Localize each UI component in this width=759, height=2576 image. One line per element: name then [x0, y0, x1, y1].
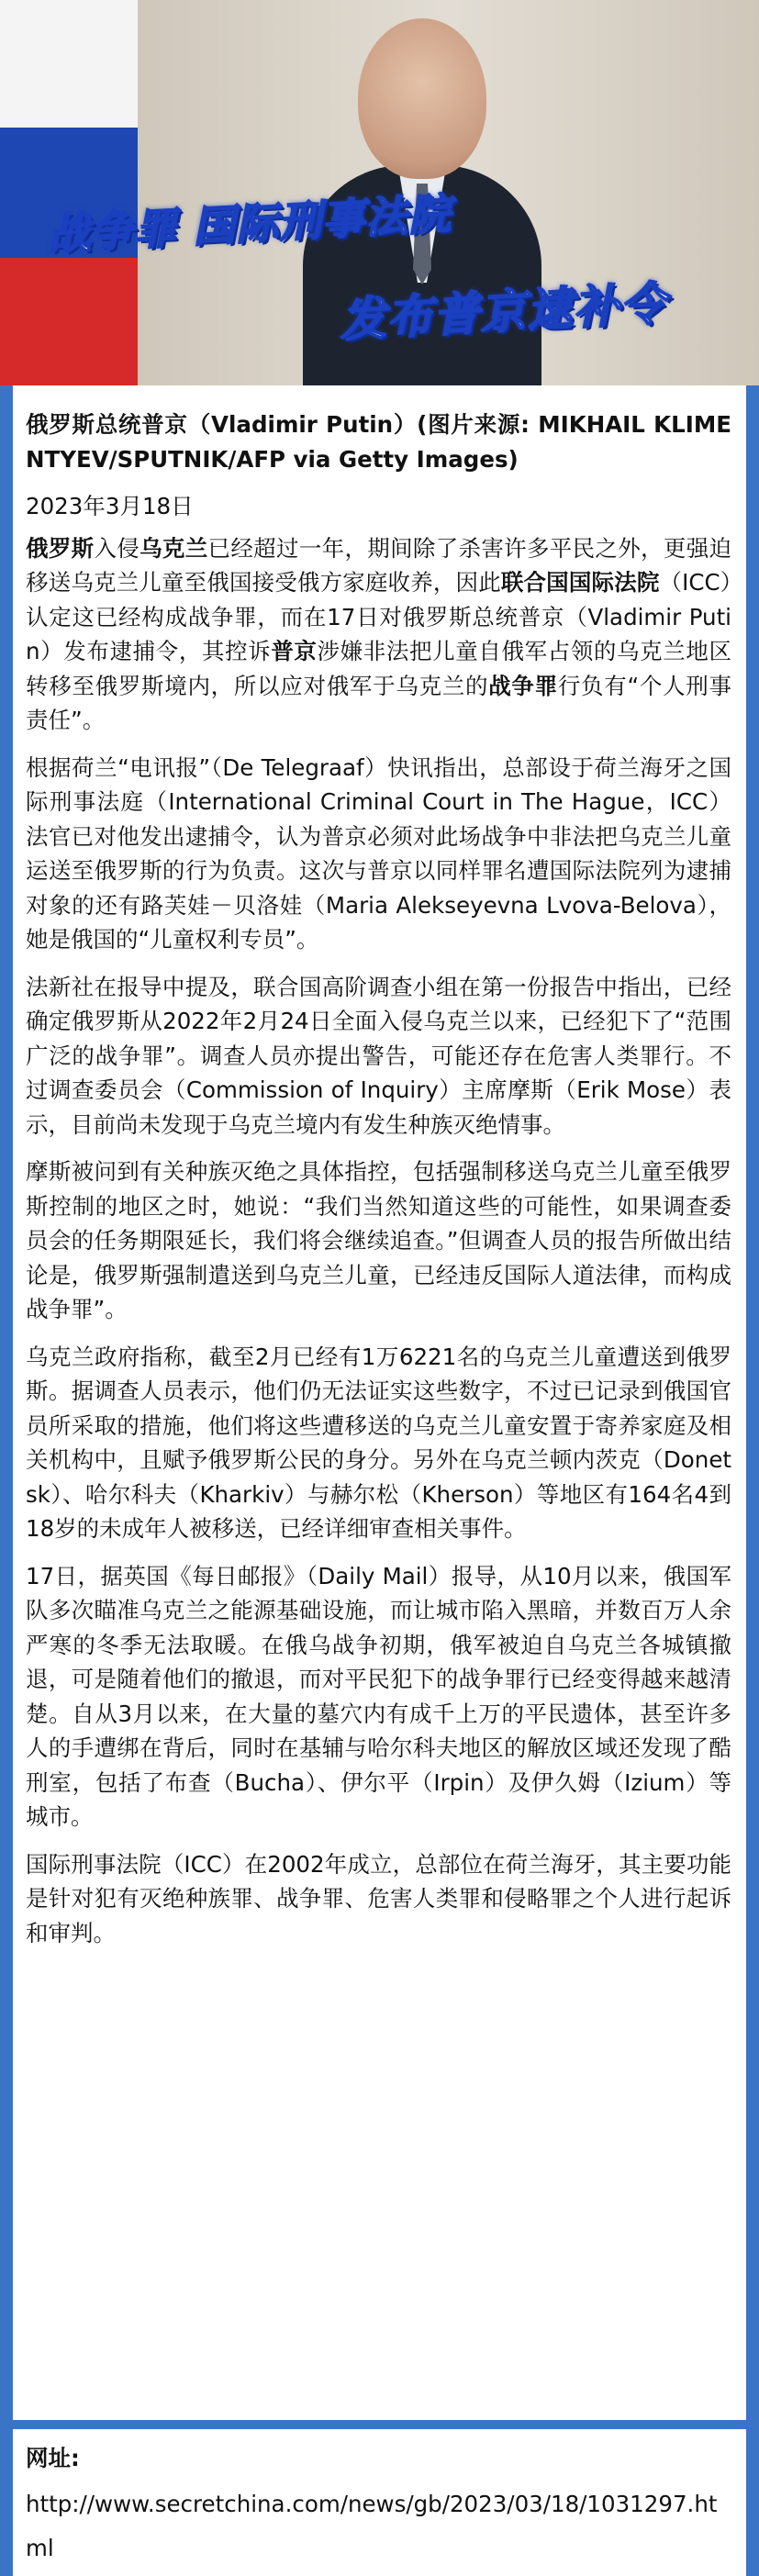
article-frame: [0, 385, 759, 2576]
paragraph-5: 乌克兰政府指称，截至2月已经有1万6221名的乌克兰儿童遭送到俄罗斯。据调查人员表示，他们仍无法证实这些数字，不过已记录到俄国官员所采取的措施，他们将这些遭移送的乌克兰儿童安置于寄养家庭及相关机构中，且赋予俄罗斯公民的身分。另外在乌克兰顿内茨克（Donetsk）、哈尔科夫（Kharkiv）与赫尔松（Kherson）等地区有164名4到18岁的未成年人被移送，已经详细审查相关事件。: [26, 1343, 731, 1542]
paragraph-6: 17日，据英国《每日邮报》（Daily Mail）报导，从10月以来，俄国军队多次瞄准乌克兰之能源基础设施，而让城市陷入黑暗，并数百万人余严寒的冬季无法取暖。在俄乌战争初期，俄军被迫自乌克兰各城镇撤退，可是随着他们的撤退，而对平民犯下的战争罪行已经变得越来越清楚。自从3月以来，在大量的墓穴内有成千上万的平民遗体，甚至许多人的手遭绑在背后，同时在基辅与哈尔科夫地区的解放区域还发现了酷刑室，包括了布查（Bucha）、伊尔平（Irpin）及伊久姆（Izium）等城市。: [26, 1562, 731, 1830]
paragraph-1: 俄罗斯入侵乌克兰已经超过一年，期间除了杀害许多平民之外，更强迫移送乌克兰儿童至俄国接受俄方家庭收养，因此联合国国际法院（ICC）认定这已经构成战争罪，而在17日对俄罗斯总统普京（Vladimir Putin）发布逮捕令，其控诉普京涉嫌非法把儿童自俄军占领的乌克兰地区转移至俄罗斯境内，所以应对俄军于乌克兰的战争罪行负有“个人刑事责任”。: [26, 534, 732, 733]
article-date: 2023年3月18日: [26, 493, 194, 519]
source-url-link[interactable]: http://www.secretchina.com/news/gb/2023/03/18/1031297.html: [26, 2491, 718, 2561]
headline-line-1: 战争罪 国际刑事法院: [47, 188, 453, 260]
keyword-russia[interactable]: 俄罗斯: [26, 534, 95, 562]
russian-flag: [0, 0, 138, 385]
keyword-putin[interactable]: 普京: [271, 638, 318, 664]
paragraph-2: 根据荷兰“电讯报”（De Telegraaf）快讯指出，总部设于荷兰海牙之国际刑事法庭（International Criminal Court in The Hague，ICC）法官已对他发出逮捕令，认为普京必须对此场战争中非法把乌克兰儿童运送至俄罗斯的行为负责。这次与普京以同样罪名遭国际法院列为逮捕对象的还有路芙娃－贝洛娃（Maria Alekseyevna Lvova-Belova），她是俄国的“儿童权利专员”。: [26, 753, 731, 953]
headline-line-2: 发布普京逮补令: [338, 276, 669, 348]
hero-image: [0, 0, 759, 385]
keyword-ukraine[interactable]: 乌克兰: [140, 534, 208, 562]
keyword-un-court[interactable]: 联合国国际法院: [500, 569, 660, 596]
source-label: 网址:: [26, 2445, 80, 2471]
paragraph-3: 法新社在报导中提及，联合国高阶调查小组在第一份报告中指出，已经确定俄罗斯从2022年2月24日全面入侵乌克兰以来，已经犯下了“范围广泛的战争罪”。调查人员亦提出警告，可能还存在危害人类罪行。不过调查委员会（Commission of Inquiry）主席摩斯（Erik Mose）表示，目前尚未发现于乌克兰境内有发生种族灭绝情事。: [26, 973, 731, 1138]
source-section: [13, 2429, 746, 2576]
keyword-war-crime[interactable]: 战争罪: [488, 672, 558, 699]
paragraph-4: 摩斯被问到有关种族灭绝之具体指控，包括强制移送乌克兰儿童至俄罗斯控制的地区之时，她说：“我们当然知道这些的可能性，如果调查委员会的任务期限延长，我们将会继续追查。”但调查人员的报告所做出结论是，俄罗斯强制遣送到乌克兰儿童，已经违反国际人道法律，而构成战争罪”。: [26, 1158, 731, 1322]
image-caption: 俄罗斯总统普京（Vladimir Putin）(图片来源: MIKHAIL KLIMENTYEV/SPUTNIK/AFP via Getty Images): [26, 411, 731, 473]
article-body: [13, 385, 746, 2420]
paragraph-7: 国际刑事法院（ICC）在2002年成立，总部位在荷兰海牙，其主要功能是针对犯有灭绝种族罪、战争罪、危害人类罪和侵略罪之个人进行起诉和审判。: [26, 1850, 731, 1946]
